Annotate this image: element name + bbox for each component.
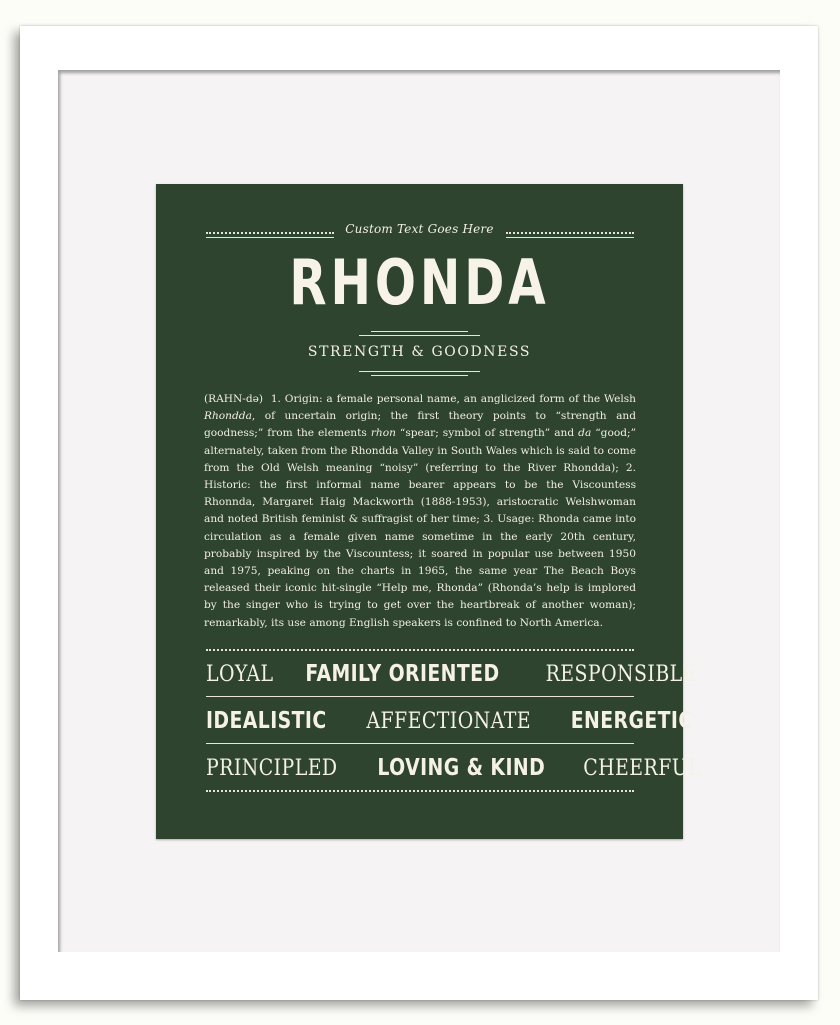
custom-text: Custom Text Goes Here [345, 222, 494, 236]
picture-frame [20, 26, 818, 1000]
traits-bottom-dotted-divider [206, 790, 634, 792]
custom-text-row [156, 222, 683, 242]
trait: AFFECTIONATE [366, 708, 532, 734]
meaning-underline-bottom [371, 375, 468, 376]
trait: FAMILY ORIENTED [305, 661, 500, 687]
right-dotted-divider [506, 232, 634, 238]
name-underline-bottom [359, 335, 480, 336]
traits-separator [206, 743, 634, 744]
traits-row-1 [206, 656, 698, 692]
traits-separator [206, 696, 634, 697]
trait: LOYAL [206, 661, 274, 687]
trait: LOVING & KIND [377, 755, 546, 781]
mat-board [58, 70, 780, 952]
traits-row-3 [206, 750, 701, 786]
name-underline-top [371, 331, 468, 332]
trait: RESPONSIBLE [545, 661, 698, 687]
name-definition: (RAHN-də) 1. Origin: a female personal name, an anglicized form of the Welsh Rhondda, of uncertain origin; the first theory points to “strength and goodness;” from the elements rhon “spear; symbol of strength” and da “good;” alternately, taken from the Rhondda Valley in South Wales which is said to come from the Old Welsh meaning “noisy” (referring to the River Rhondda); 2. Historic: the first informal name bearer appears to be the Viscountess Rhonnda, Margaret Haig Mackworth (1888-1953), aristocratic Welshwoman and noted British feminist & suffragist of her time; 3. Usage: Rhonda came into circulation as a female given name sometime in the early 20th century, probably inspired by the Viscountess; it soared in popular use between 1950 and 1975, peaking on the charts in 1965, the same year The Beach Boys released their iconic hit-single “Help me, Rhonda” (Rhonda’s help is implored by the singer who is trying to get over the heartbreak of another woman); remarkably, its use among English speakers is confined to North America. [204, 393, 636, 629]
name-meaning: STRENGTH & GOODNESS [307, 344, 532, 360]
trait: ENERGETIC [571, 708, 694, 734]
name-print [156, 184, 701, 839]
meaning-underline-top [359, 371, 480, 372]
traits-row-2 [206, 703, 694, 739]
trait: PRINCIPLED [206, 755, 338, 781]
name-title: RHONDA [289, 246, 550, 319]
trait: IDEALISTIC [206, 708, 327, 734]
pronunciation: (RAHN-də) [204, 393, 264, 405]
trait: CHEERFUL [582, 755, 701, 781]
traits-top-dotted-divider [206, 649, 634, 651]
